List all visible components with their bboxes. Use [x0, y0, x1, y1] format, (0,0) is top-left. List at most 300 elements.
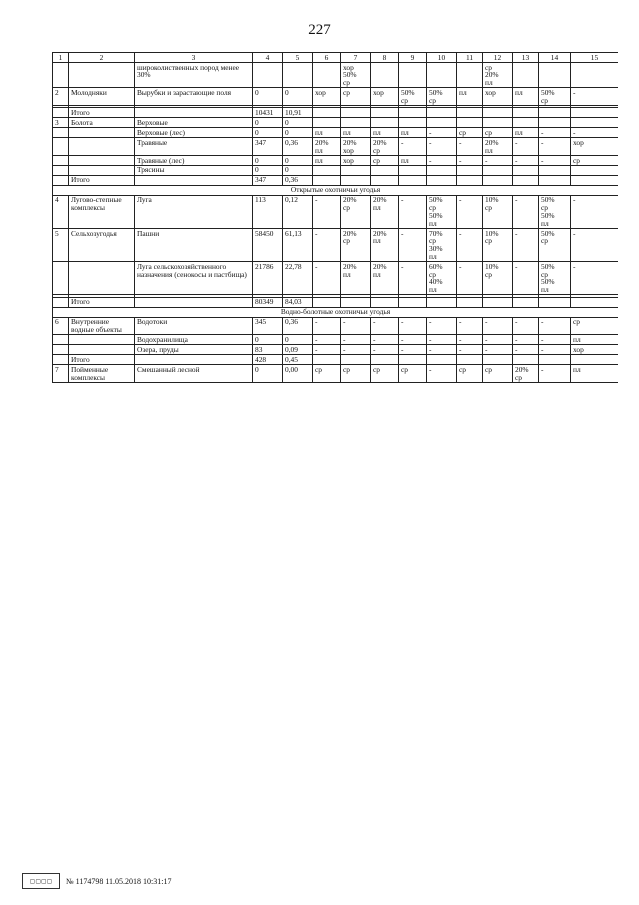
table-cell [427, 175, 457, 185]
table-cell: - [571, 262, 619, 295]
table-cell: - [427, 128, 457, 138]
table-cell [427, 118, 457, 128]
table-cell: 0,36 [283, 175, 313, 185]
table-cell: 20% ср [371, 138, 399, 156]
table-cell: ср [341, 365, 371, 383]
table-cell: Итого [69, 108, 135, 118]
table-cell: Сельхозугодья [69, 228, 135, 261]
table-cell: пл [341, 128, 371, 138]
table-cell: - [313, 262, 341, 295]
table-cell [457, 297, 483, 307]
table-cell: Водохранилища [135, 335, 253, 345]
table-cell: - [341, 345, 371, 355]
table-cell: 50% ср 50% пл [539, 262, 571, 295]
table-cell: - [539, 317, 571, 335]
table-row [53, 88, 619, 106]
table-cell [371, 355, 399, 365]
table-cell [457, 175, 483, 185]
table-body [53, 62, 619, 382]
table-cell [399, 108, 427, 118]
table-cell: - [539, 335, 571, 345]
table-cell [571, 297, 619, 307]
table-cell: Итого [69, 355, 135, 365]
table-row [53, 165, 619, 175]
table-cell: - [539, 365, 571, 383]
table-cell: - [427, 317, 457, 335]
table-cell [571, 175, 619, 185]
table-cell: 0,45 [283, 355, 313, 365]
table-cell [69, 335, 135, 345]
table-cell: 20% хор [341, 138, 371, 156]
table-cell [399, 165, 427, 175]
table-cell [371, 165, 399, 175]
table-cell [135, 355, 253, 365]
table-cell: - [371, 335, 399, 345]
table-cell [283, 62, 313, 87]
table-cell [483, 297, 513, 307]
table-cell: 22,78 [283, 262, 313, 295]
table-cell: 20% пл [371, 195, 399, 228]
table-cell [427, 108, 457, 118]
table-cell: 0 [283, 118, 313, 128]
column-number-1: 1 [53, 53, 69, 63]
table-cell [69, 128, 135, 138]
table-cell: 347 [253, 175, 283, 185]
table-cell: 70% ср 30% пл [427, 228, 457, 261]
table-cell [135, 175, 253, 185]
table-cell [571, 118, 619, 128]
column-number-2: 2 [69, 53, 135, 63]
table-cell: ср [399, 365, 427, 383]
table-cell: 0 [253, 155, 283, 165]
table-row [53, 355, 619, 365]
table-cell: - [513, 335, 539, 345]
table-cell: 50% ср 50% пл [539, 195, 571, 228]
table-cell [341, 355, 371, 365]
column-number-15: 15 [571, 53, 619, 63]
table-cell: 20% пл [371, 228, 399, 261]
table-cell [571, 355, 619, 365]
table-cell: 20% пл [483, 138, 513, 156]
table-cell: - [457, 228, 483, 261]
table-cell [341, 165, 371, 175]
table-cell: ср [483, 365, 513, 383]
table-cell: 10% ср [483, 262, 513, 295]
table-row [53, 195, 619, 228]
table-cell: - [427, 138, 457, 156]
table-cell: Пойменные комплексы [69, 365, 135, 383]
table-cell [313, 297, 341, 307]
table-cell [513, 175, 539, 185]
table-cell: 10,91 [283, 108, 313, 118]
table-cell [539, 165, 571, 175]
table-row [53, 335, 619, 345]
table-cell [513, 355, 539, 365]
table-row [53, 365, 619, 383]
table-row [53, 345, 619, 355]
table-cell: пл [371, 128, 399, 138]
table-cell [457, 108, 483, 118]
table-cell: - [427, 365, 457, 383]
table-cell: 20% ср [513, 365, 539, 383]
table-cell: - [571, 228, 619, 261]
table-cell: 83 [253, 345, 283, 355]
table-cell: 0 [283, 335, 313, 345]
table-cell: - [313, 228, 341, 261]
table-cell: пл [313, 128, 341, 138]
table-cell: 2 [53, 88, 69, 106]
table-cell [483, 175, 513, 185]
column-number-7: 7 [341, 53, 371, 63]
table-cell: - [399, 195, 427, 228]
table-cell: - [539, 345, 571, 355]
table-cell [539, 62, 571, 87]
page-number: 227 [308, 22, 331, 38]
section-header-row [53, 307, 619, 317]
table-cell: Луга сельскохозяйственного назначения (сенокосы и пастбища) [135, 262, 253, 295]
table-row [53, 128, 619, 138]
table-cell: Пашни [135, 228, 253, 261]
table-cell: - [399, 262, 427, 295]
table-row [53, 262, 619, 295]
table-cell: широколиственных пород менее 30% [135, 62, 253, 87]
column-number-14: 14 [539, 53, 571, 63]
table-cell [513, 297, 539, 307]
table-cell [427, 165, 457, 175]
table-cell: - [313, 345, 341, 355]
table-cell: - [341, 317, 371, 335]
table-cell [571, 108, 619, 118]
table-cell: - [513, 345, 539, 355]
table-cell: 50% ср [539, 228, 571, 261]
table-cell: - [539, 128, 571, 138]
table-cell [341, 108, 371, 118]
table-cell: 428 [253, 355, 283, 365]
column-number-5: 5 [283, 53, 313, 63]
table-cell: ср [371, 155, 399, 165]
table-cell: 0,36 [283, 317, 313, 335]
table-cell: - [457, 195, 483, 228]
table-cell: хор 50% ср [341, 62, 371, 87]
table-cell: 0 [283, 155, 313, 165]
table-cell: - [513, 195, 539, 228]
table-cell [483, 108, 513, 118]
table-cell: - [513, 262, 539, 295]
table-cell: 61,13 [283, 228, 313, 261]
table-cell [53, 138, 69, 156]
column-number-row [53, 53, 619, 63]
table-cell: 0 [253, 88, 283, 106]
table-cell: 345 [253, 317, 283, 335]
table-cell [539, 175, 571, 185]
table-cell: хор [341, 155, 371, 165]
table-cell [313, 165, 341, 175]
table-cell: - [457, 155, 483, 165]
table-cell: 3 [53, 118, 69, 128]
table-cell: 60% ср 40% пл [427, 262, 457, 295]
table-cell: - [513, 317, 539, 335]
table-cell: Луга [135, 195, 253, 228]
table-cell: - [341, 335, 371, 345]
table-cell: 0 [283, 128, 313, 138]
table-cell: пл [313, 155, 341, 165]
table-cell [513, 62, 539, 87]
table-cell: Травяные [135, 138, 253, 156]
table-cell: 4 [53, 195, 69, 228]
table-cell [253, 62, 283, 87]
table-cell: Водотоки [135, 317, 253, 335]
table-cell: ср [571, 317, 619, 335]
table-cell: - [457, 317, 483, 335]
table-cell: 0 [253, 128, 283, 138]
table-cell [371, 108, 399, 118]
table-cell: 80349 [253, 297, 283, 307]
table-cell: 21786 [253, 262, 283, 295]
table-cell: 0,09 [283, 345, 313, 355]
table-row [53, 175, 619, 185]
table-cell [399, 355, 427, 365]
stamp-text: № 1174798 11.05.2018 10:31:17 [66, 876, 172, 886]
table-cell [539, 355, 571, 365]
column-number-12: 12 [483, 53, 513, 63]
table-cell [457, 118, 483, 128]
table-cell [539, 297, 571, 307]
table-cell: - [371, 317, 399, 335]
table-cell: - [513, 138, 539, 156]
table-cell: 10% ср [483, 228, 513, 261]
table-cell: - [457, 335, 483, 345]
table-cell: - [399, 317, 427, 335]
table-cell [53, 155, 69, 165]
table-cell [53, 165, 69, 175]
table-cell: 113 [253, 195, 283, 228]
table-cell: - [399, 345, 427, 355]
table-cell: - [457, 345, 483, 355]
register-table-container [52, 52, 618, 848]
registry-logo: ▢▢▢▢ [22, 873, 60, 889]
table-cell: ср [483, 128, 513, 138]
table-cell: Итого [69, 175, 135, 185]
table-cell: - [571, 128, 619, 138]
table-cell: 0 [253, 165, 283, 175]
table-cell: Озера, пруды [135, 345, 253, 355]
table-cell [399, 297, 427, 307]
table-cell: 58450 [253, 228, 283, 261]
table-cell: - [539, 155, 571, 165]
table-cell: 0 [253, 335, 283, 345]
column-number-6: 6 [313, 53, 341, 63]
table-cell [313, 355, 341, 365]
section-header-row [53, 185, 619, 195]
table-cell: ср [313, 365, 341, 383]
table-cell: - [399, 335, 427, 345]
table-cell: - [399, 138, 427, 156]
table-cell: 0 [253, 365, 283, 383]
column-number-11: 11 [457, 53, 483, 63]
table-cell: 0,36 [283, 138, 313, 156]
table-cell: - [513, 155, 539, 165]
table-cell [513, 165, 539, 175]
table-cell: хор [371, 88, 399, 106]
table-cell: - [457, 262, 483, 295]
table-cell: 5 [53, 228, 69, 261]
table-cell [427, 62, 457, 87]
table-cell: ср 20% пл [483, 62, 513, 87]
table-cell [53, 335, 69, 345]
table-cell: - [427, 155, 457, 165]
table-cell [427, 355, 457, 365]
table-cell: 0 [283, 165, 313, 175]
table-cell: хор [313, 88, 341, 106]
column-number-10: 10 [427, 53, 457, 63]
table-cell [313, 62, 341, 87]
table-cell: ср [571, 155, 619, 165]
table-cell: 84,03 [283, 297, 313, 307]
table-cell: 20% пл [371, 262, 399, 295]
table-cell [313, 108, 341, 118]
table-cell: Трясины [135, 165, 253, 175]
table-cell: - [483, 155, 513, 165]
table-cell: пл [399, 128, 427, 138]
column-number-13: 13 [513, 53, 539, 63]
table-cell: 20% ср [341, 195, 371, 228]
table-cell [69, 165, 135, 175]
table-cell: - [571, 195, 619, 228]
table-cell [69, 62, 135, 87]
table-row [53, 108, 619, 118]
table-cell [53, 62, 69, 87]
table-cell: - [513, 228, 539, 261]
table-cell: 6 [53, 317, 69, 335]
section-title: Водно-болотные охотничьи угодья [53, 307, 619, 317]
table-cell: 0,12 [283, 195, 313, 228]
table-cell: Смешанный лесной [135, 365, 253, 383]
table-cell [53, 345, 69, 355]
table-cell: 50% ср [539, 88, 571, 106]
table-cell: хор [571, 138, 619, 156]
table-cell: 7 [53, 365, 69, 383]
table-cell: Внутренние водные объекты [69, 317, 135, 335]
table-cell: ср [371, 365, 399, 383]
table-cell: Молодняки [69, 88, 135, 106]
table-cell: 0,00 [283, 365, 313, 383]
table-cell: Итого [69, 297, 135, 307]
table-cell [399, 118, 427, 128]
table-cell: ср [457, 365, 483, 383]
table-cell [513, 108, 539, 118]
table-cell [457, 165, 483, 175]
table-cell: - [313, 195, 341, 228]
table-cell: 50% ср [399, 88, 427, 106]
column-number-4: 4 [253, 53, 283, 63]
column-number-9: 9 [399, 53, 427, 63]
table-row [53, 118, 619, 128]
table-cell [53, 297, 69, 307]
table-cell: 20% ср [341, 228, 371, 261]
table-cell: 20% пл [313, 138, 341, 156]
table-cell [399, 175, 427, 185]
column-number-8: 8 [371, 53, 399, 63]
document-stamp [22, 873, 171, 889]
table-cell: 50% ср [427, 88, 457, 106]
table-cell: 20% пл [341, 262, 371, 295]
table-cell: пл [513, 128, 539, 138]
table-cell [135, 297, 253, 307]
table-row [53, 155, 619, 165]
table-cell: пл [571, 335, 619, 345]
table-cell [399, 62, 427, 87]
table-cell [483, 165, 513, 175]
table-cell [69, 138, 135, 156]
table-cell: 0 [283, 88, 313, 106]
table-cell: 10431 [253, 108, 283, 118]
table-cell: 50% ср 50% пл [427, 195, 457, 228]
table-cell [427, 297, 457, 307]
table-cell: - [313, 317, 341, 335]
table-cell [571, 62, 619, 87]
table-cell [457, 355, 483, 365]
table-cell: 347 [253, 138, 283, 156]
table-cell: пл [399, 155, 427, 165]
table-cell: ср [341, 88, 371, 106]
table-cell [483, 118, 513, 128]
column-number-3: 3 [135, 53, 253, 63]
table-cell [53, 108, 69, 118]
table-cell [371, 118, 399, 128]
table-cell [341, 118, 371, 128]
table-cell: Верховые (лес) [135, 128, 253, 138]
table-cell [341, 297, 371, 307]
table-cell: - [427, 345, 457, 355]
table-cell: Болота [69, 118, 135, 128]
table-cell: пл [513, 88, 539, 106]
table-cell: - [371, 345, 399, 355]
table-cell [539, 118, 571, 128]
table-cell: Лугово-степные комплексы [69, 195, 135, 228]
table-cell: - [539, 138, 571, 156]
table-cell [513, 118, 539, 128]
table-cell: - [571, 88, 619, 106]
table-cell [539, 108, 571, 118]
table-cell [69, 345, 135, 355]
table-cell: Верховые [135, 118, 253, 128]
table-row [53, 317, 619, 335]
table-row [53, 62, 619, 87]
table-cell [135, 108, 253, 118]
table-cell: - [427, 335, 457, 345]
table-cell [371, 297, 399, 307]
table-cell: - [399, 228, 427, 261]
section-title: Открытые охотничьи угодья [53, 185, 619, 195]
table-cell: хор [571, 345, 619, 355]
table-cell: хор [483, 88, 513, 106]
table-cell: Травяные (лес) [135, 155, 253, 165]
table-cell: - [457, 138, 483, 156]
table-cell: 0 [253, 118, 283, 128]
table-cell [483, 355, 513, 365]
table-cell: пл [571, 365, 619, 383]
table-cell: - [313, 335, 341, 345]
table-cell [341, 175, 371, 185]
table-cell: 10% ср [483, 195, 513, 228]
table-cell: - [483, 345, 513, 355]
table-cell [69, 262, 135, 295]
table-row [53, 138, 619, 156]
table-cell [69, 155, 135, 165]
hunting-grounds-table [52, 52, 618, 383]
table-cell: пл [457, 88, 483, 106]
table-cell: ср [457, 128, 483, 138]
